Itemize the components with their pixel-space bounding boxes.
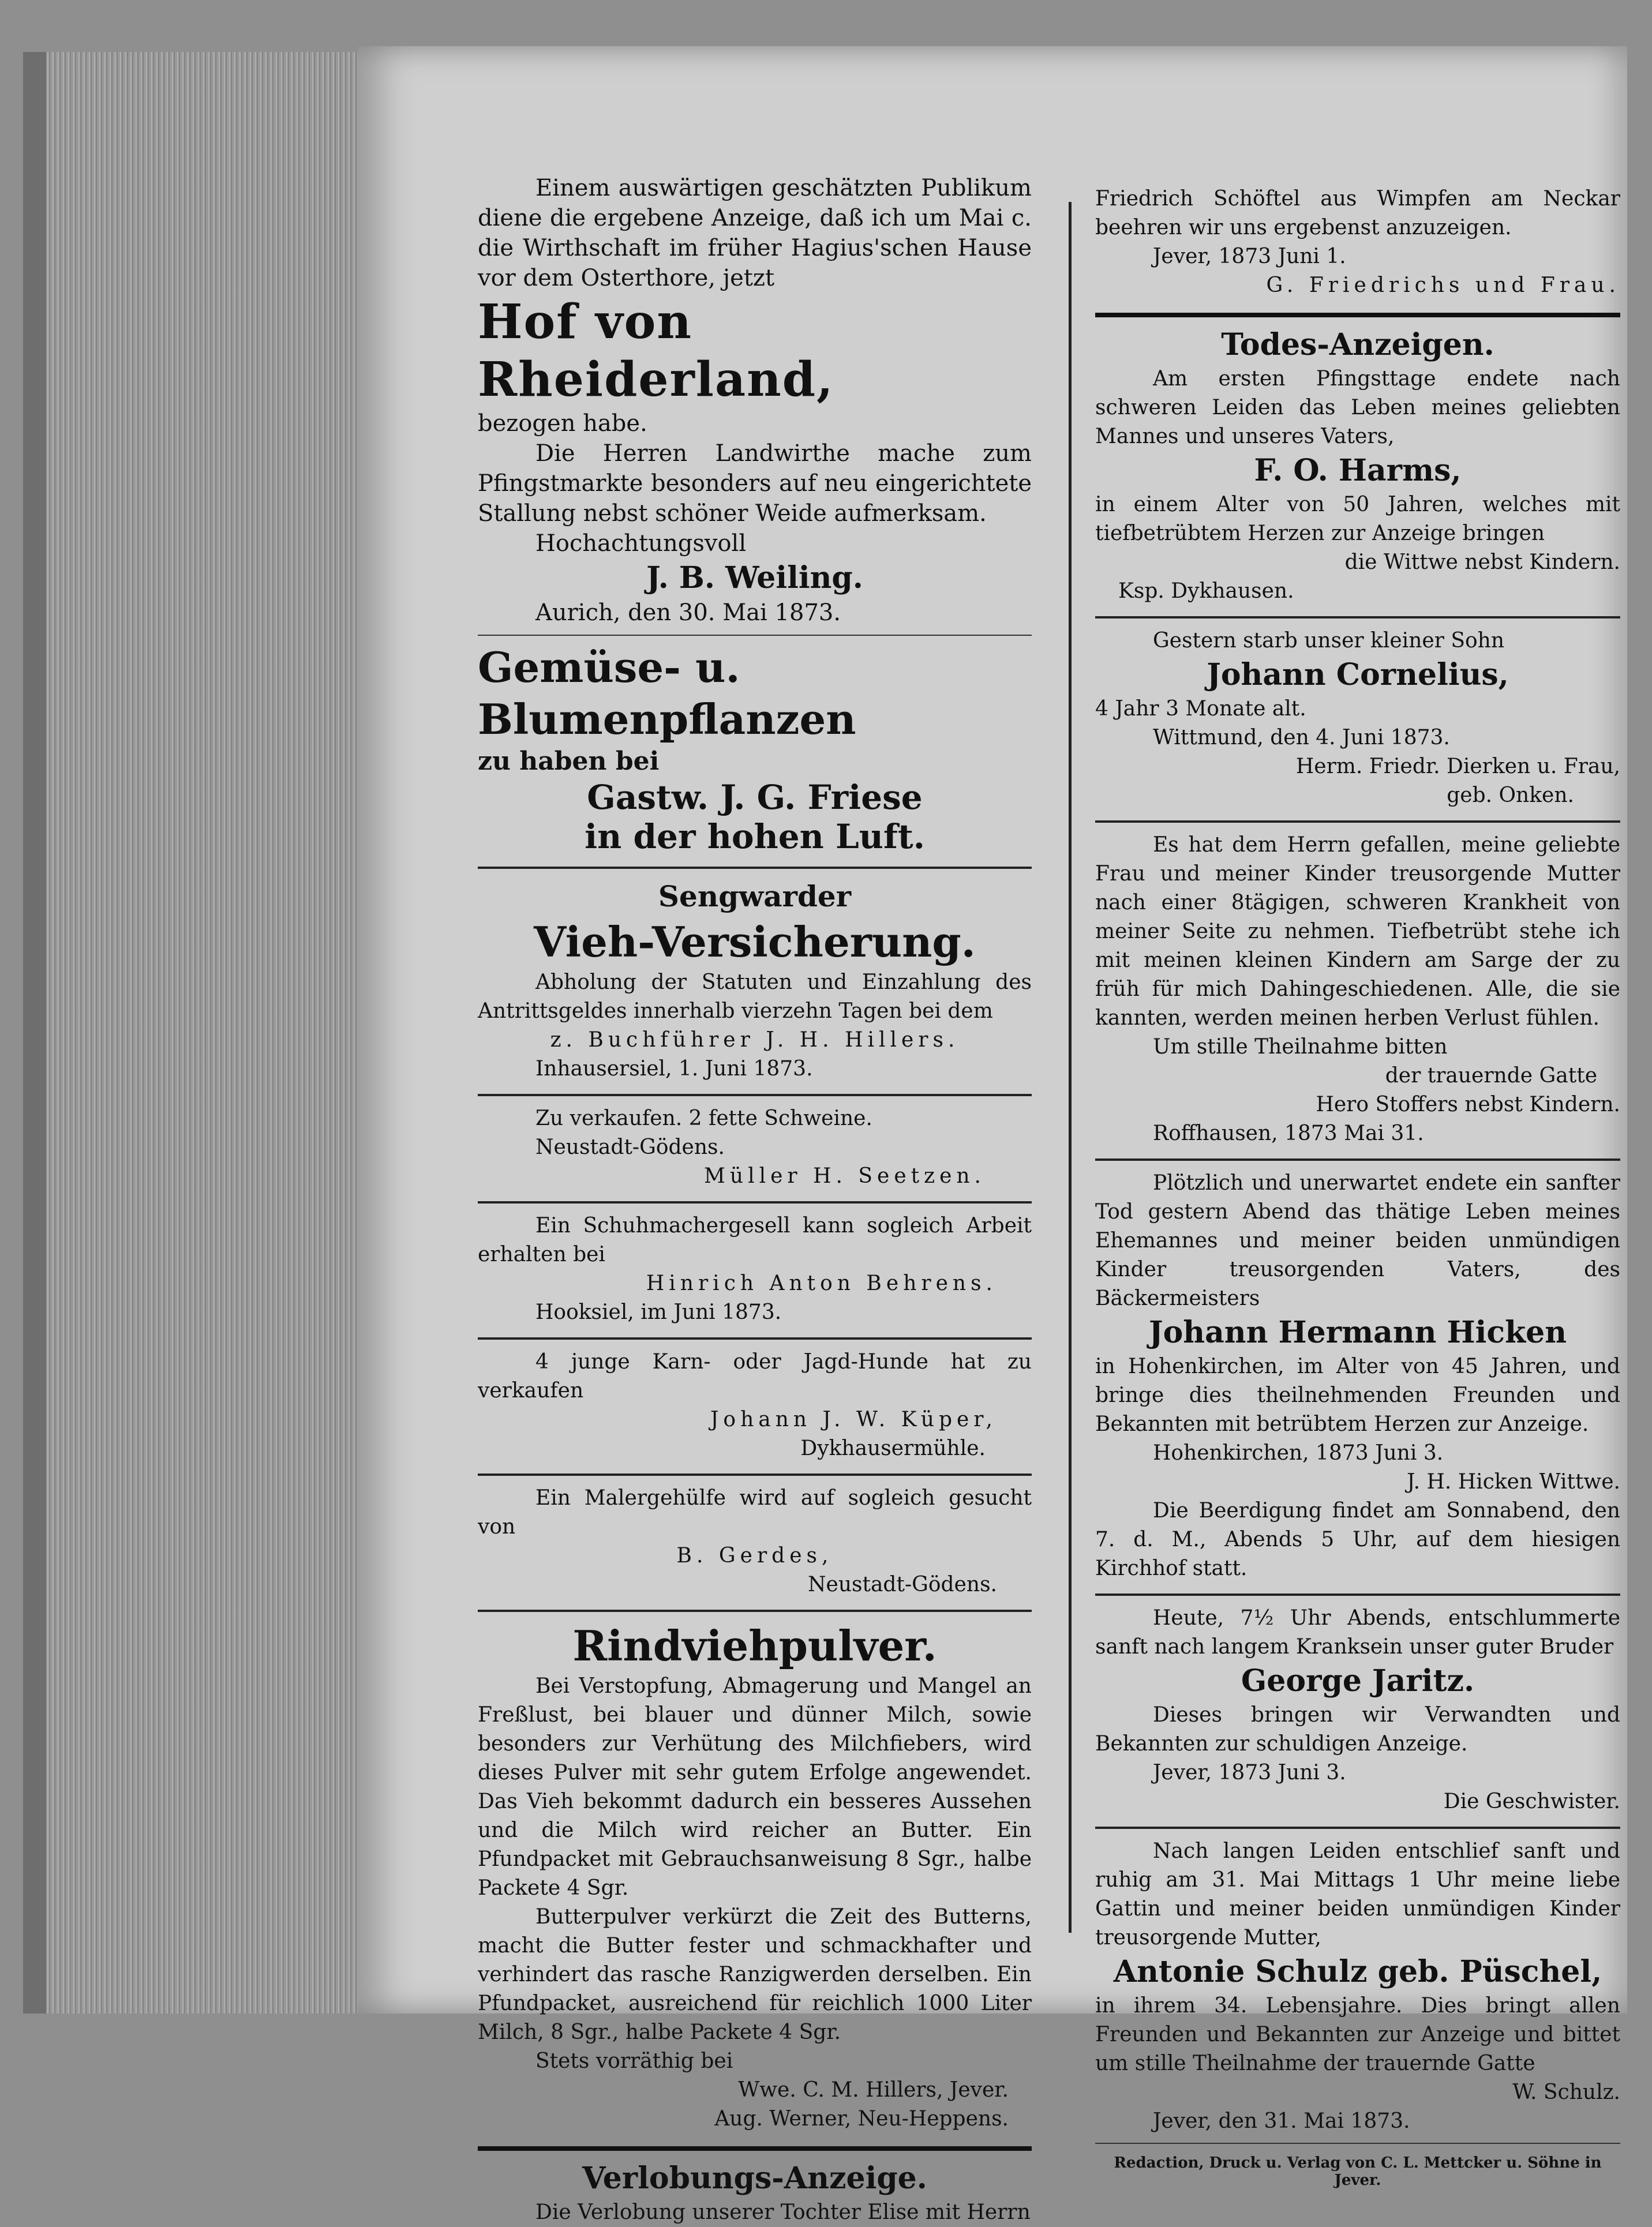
obit-jaritz-body: Heute, 7½ Uhr Abends, entschlummerte sanft nach langem Kranksein unser guter Bruder	[1095, 1606, 1620, 1659]
ad-engagement-cont-date: Jever, 1873 Juni 1.	[1153, 245, 1346, 268]
ad-powder-butter: Butterpulver verkürzt die Zeit des Butterns, macht die Butter fester und schmackhafter und verhindert das rasche Ranzigwerden derselben. Ein Pfundpacket, ausreichend für reichlich 1000 Liter Milch, 8 Sgr., halbe Packete 4 Sgr.	[478, 1905, 1032, 2044]
obit-hicken-body2: in Hohenkirchen, im Alter von 45 Jahren, und bringe dies theilnehmenden Freunden und Bekannten mit betrübtem Herzen zur Anzeige.	[1095, 1355, 1620, 1436]
obit-schulz-date: Jever, den 31. Mai 1873.	[1153, 2109, 1410, 2133]
obit-hicken-signed: J. H. Hicken Wittwe.	[1406, 1470, 1620, 1494]
obit-harms	[1095, 365, 1620, 606]
ad-painter-name: B. Gerdes,	[676, 1544, 833, 1568]
obit-jaritz	[1095, 1604, 1620, 1816]
obit-schulz-body: Nach langen Leiden entschlief sanft und ruhig am 31. Mai Mittags 1 Uhr meine liebe Gattin und meiner beiden unmündigen Kinder treusorgende Mutter,	[1095, 1839, 1620, 1949]
obit-cornelius-signed2: geb. Onken.	[1447, 783, 1574, 807]
ad-insurance-person: z. Buchführer J. H. Hillers.	[550, 1028, 960, 1052]
ad-painter-place: Neustadt-Gödens.	[808, 1573, 997, 1596]
ad-weiling-greeting: Hochachtungsvoll	[535, 530, 747, 557]
newspaper-page	[358, 46, 1627, 2224]
ad-pigs-name: Müller H. Seetzen.	[704, 1164, 986, 1188]
obit-jaritz-signed: Die Geschwister.	[1443, 1790, 1620, 1813]
column-divider	[1069, 202, 1072, 1933]
ad-engagement-cont-body: Friedrich Schöftel aus Wimpfen am Neckar beehren wir uns ergebenst anzuzeigen.	[1095, 187, 1620, 239]
obit-hicken-date: Hohenkirchen, 1873 Juni 3.	[1153, 1441, 1444, 1465]
ad-weiling-moved: bezogen habe.	[478, 410, 647, 437]
ad-engagement-cont-names: G. Friedrichs und Frau.	[1266, 273, 1620, 297]
divider	[1095, 1594, 1620, 1596]
divider	[1095, 616, 1620, 618]
ad-pigs	[478, 1104, 1032, 1191]
ad-powder-stock: Stets vorräthig bei	[535, 2049, 733, 2073]
imprint: Redaction, Druck u. Verlag von C. L. Mettcker u. Söhne in Jever.	[1114, 2154, 1602, 2189]
ad-weiling-intro: Einem auswärtigen geschätzten Publikum diene die ergebene Anzeige, daß ich um Mai c. die Wirthschaft im früher Hagius'schen Hause vor dem Osterthore, jetzt	[478, 175, 1032, 291]
obit-cornelius-date: Wittmund, den 4. Juni 1873.	[1153, 726, 1450, 749]
ad-pigs-line1: Zu verkaufen. 2 fette Schweine.	[535, 1107, 872, 1130]
obit-schulz-body2: in ihrem 34. Lebensjahre. Dies bringt allen Freunden und Bekannten zur Anzeige und bittet um stille Theilnahme der trauernde Gatte	[1095, 1994, 1620, 2075]
obit-hicken	[1095, 1169, 1620, 1583]
divider	[478, 2146, 1032, 2151]
ad-plants	[478, 642, 1032, 856]
divider	[1095, 1827, 1620, 1829]
right-column	[1095, 185, 1620, 2189]
ad-shoemaker	[478, 1212, 1032, 1327]
ad-powder-seller1: Wwe. C. M. Hillers, Jever.	[738, 2078, 1009, 2102]
ad-painter	[478, 1484, 1032, 1599]
divider	[1095, 2143, 1620, 2144]
obit-harms-signed: die Wittwe nebst Kindern.	[1344, 550, 1620, 574]
ad-weiling	[478, 173, 1032, 628]
ad-engagement-body: Die Verlobung unserer Tochter Elise mit Herrn	[535, 2200, 1031, 2224]
ad-painter-body: Ein Malergehülfe wird auf sogleich gesucht von	[478, 1486, 1032, 1539]
obit-schulz	[1095, 1837, 1620, 2136]
obit-cornelius-body: Gestern starb unser kleiner Sohn	[1153, 629, 1505, 653]
obit-harms-place: Ksp. Dykhausen.	[1118, 579, 1294, 603]
ad-pigs-line2: Neustadt-Gödens.	[535, 1135, 725, 1159]
ad-weiling-farmers: Die Herren Landwirthe mache zum Pfingstmarkte besonders auf neu eingerichtete Stallung nebst schöner Weide aufmerksam.	[478, 440, 1032, 527]
ad-engagement-title: Verlobungs-Anzeige.	[582, 2161, 927, 2196]
obit-hicken-name: Johann Hermann Hicken	[1148, 1315, 1567, 1350]
book-page-edges	[23, 52, 392, 2014]
obit-schulz-name: Antonie Schulz geb. Püschel,	[1113, 1954, 1602, 1989]
ad-plants-place: in der hohen Luft.	[585, 817, 925, 856]
obit-stoffers-date: Roffhausen, 1873 Mai 31.	[1153, 1122, 1424, 1145]
ad-insurance	[478, 877, 1032, 1083]
ad-powder-title: Rindviehpulver.	[572, 1621, 937, 1670]
obit-harms-body2: in einem Alter von 50 Jahren, welches mit tiefbetrübtem Herzen zur Anzeige bringen	[1095, 493, 1620, 545]
obit-hicken-funeral: Die Beerdigung findet am Sonnabend, den 7. d. M., Abends 5 Uhr, auf dem hiesigen Kirchhof statt.	[1095, 1499, 1620, 1580]
obit-stoffers	[1095, 831, 1620, 1148]
divider	[478, 867, 1032, 869]
ad-powder-seller2: Aug. Werner, Neu-Heppens.	[714, 2107, 1009, 2131]
ad-engagement-cont	[1095, 185, 1620, 300]
divider	[1095, 1159, 1620, 1161]
deaths-title: Todes-Anzeigen.	[1221, 327, 1494, 362]
obit-cornelius	[1095, 627, 1620, 810]
ad-plants-title: Gemüse- u. Blumenpflanzen	[478, 643, 856, 744]
ad-dogs-name: Johann J. W. Küper,	[710, 1408, 997, 1431]
divider	[478, 1201, 1032, 1204]
obit-stoffers-signed2: Hero Stoffers nebst Kindern.	[1316, 1093, 1620, 1116]
divider	[478, 1474, 1032, 1476]
obit-jaritz-body2: Dieses bringen wir Verwandten und Bekannten zur schuldigen Anzeige.	[1095, 1703, 1620, 1756]
divider	[478, 1094, 1032, 1096]
obit-harms-body: Am ersten Pfingsttage endete nach schweren Leiden das Leben meines geliebten Mannes und unseres Vaters,	[1095, 367, 1620, 448]
divider	[478, 1337, 1032, 1340]
ad-dogs	[478, 1348, 1032, 1463]
ad-shoemaker-name: Hinrich Anton Behrens.	[646, 1272, 997, 1295]
ad-weiling-hotel: Hof von Rheiderland,	[478, 294, 834, 407]
ad-weiling-date: Aurich, den 30. Mai 1873.	[535, 599, 841, 626]
obit-jaritz-date: Jever, 1873 Juni 3.	[1153, 1761, 1346, 1784]
obit-harms-name: F. O. Harms,	[1254, 453, 1462, 488]
ad-shoemaker-date: Hooksiel, im Juni 1873.	[535, 1300, 782, 1324]
ad-weiling-name: J. B. Weiling.	[646, 560, 863, 595]
obit-cornelius-name: Johann Cornelius,	[1207, 657, 1509, 692]
ad-shoemaker-body: Ein Schuhmachergesell kann sogleich Arbeit erhalten bei	[478, 1214, 1032, 1266]
obit-stoffers-signed1: der trauernde Gatte	[1385, 1064, 1597, 1088]
divider	[478, 1610, 1032, 1612]
ad-dogs-place: Dykhausermühle.	[800, 1437, 986, 1460]
ad-powder-body: Bei Verstopfung, Abmagerung und Mangel an Freßlust, bei blauer und dünner Milch, sowie besonders zur Verhütung des Milchfiebers, wird dieses Pulver mit sehr gutem Erfolge angewendet. Das Vieh bekommt dadurch ein besseres Aussehen und die Milch wird reicher an Butter. Ein Pfundpacket mit Gebrauchsanweisung 8 Sgr., halbe Packete 4 Sgr.	[478, 1674, 1032, 1900]
obit-hicken-body: Plötzlich und unerwartet endete ein sanfter Tod gestern Abend das thätige Leben meines Ehemannes und meiner beiden unmündigen Kinder treusorgenden Vaters, des Bäckermeisters	[1095, 1171, 1620, 1310]
obit-cornelius-age: 4 Jahr 3 Monate alt.	[1095, 697, 1306, 721]
ad-engagement	[478, 2159, 1032, 2227]
divider	[478, 635, 1032, 636]
ad-plants-seller: Gastw. J. G. Friese	[587, 778, 923, 817]
ad-insurance-pre: Sengwarder	[658, 879, 852, 913]
ad-plants-sub: zu haben bei	[478, 747, 660, 776]
obit-jaritz-name: George Jaritz.	[1241, 1663, 1475, 1699]
ad-powder	[478, 1620, 1032, 2134]
left-column	[478, 173, 1032, 2227]
obit-cornelius-signed1: Herm. Friedr. Dierken u. Frau,	[1295, 755, 1620, 778]
ad-insurance-body: Abholung der Statuten und Einzahlung des Antrittsgeldes innerhalb vierzehn Tagen bei dem	[478, 970, 1032, 1023]
divider	[1095, 820, 1620, 823]
ad-insurance-date: Inhausersiel, 1. Juni 1873.	[535, 1057, 813, 1081]
ad-insurance-title: Vieh-Versicherung.	[534, 917, 976, 966]
divider	[1095, 313, 1620, 317]
obit-schulz-signed: W. Schulz.	[1512, 2080, 1620, 2104]
obit-stoffers-body: Es hat dem Herrn gefallen, meine geliebte Frau und meiner Kinder treusorgende Mutter nach einer 8tägigen, schweren Krankheit von meiner Seite zu nehmen. Tiefbetrübt stehe ich mit meinen kleinen Kindern am Sarge der zu früh für mich Dahingeschiedenen. Alle, die sie kannten, werden meinen herben Verlust fühlen.	[1095, 833, 1620, 1030]
ad-dogs-body: 4 junge Karn- oder Jagd-Hunde hat zu verkaufen	[478, 1350, 1032, 1403]
obit-stoffers-ask: Um stille Theilnahme bitten	[1153, 1035, 1448, 1059]
